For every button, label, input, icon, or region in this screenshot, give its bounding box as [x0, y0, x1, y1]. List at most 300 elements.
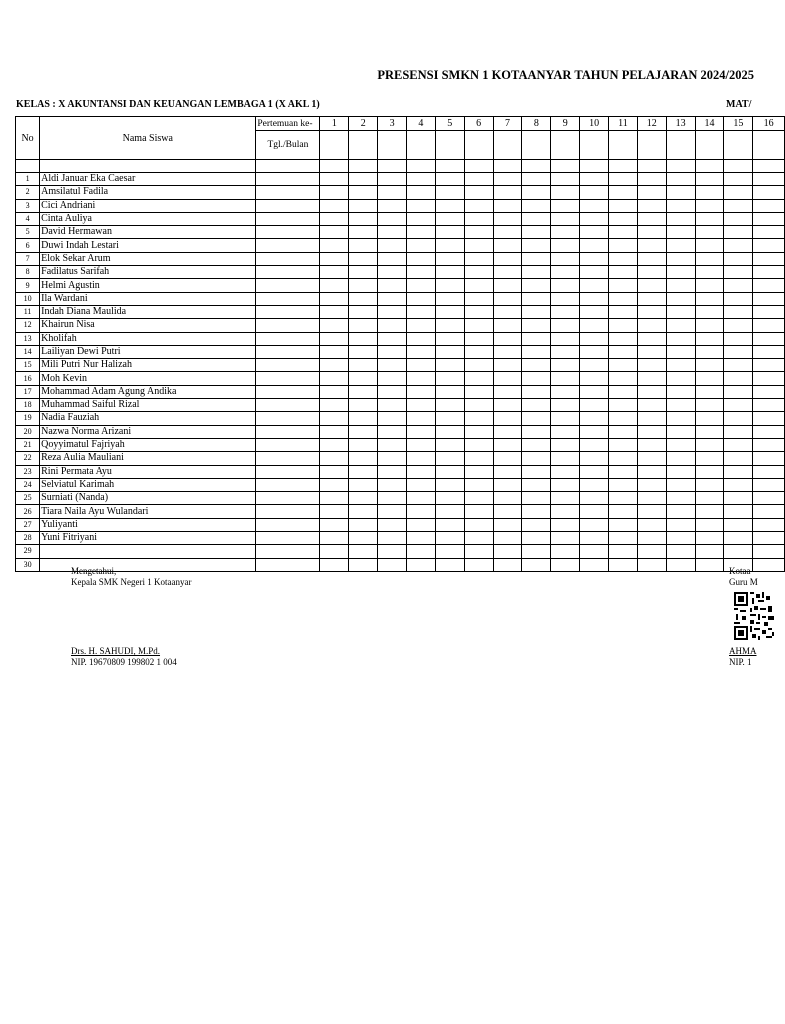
attendance-cell[interactable]	[522, 252, 551, 265]
attendance-cell[interactable]	[320, 399, 349, 412]
attendance-cell[interactable]	[609, 399, 638, 412]
attendance-cell[interactable]	[609, 292, 638, 305]
attendance-cell[interactable]	[493, 518, 522, 531]
attendance-cell[interactable]	[435, 478, 464, 491]
attendance-cell[interactable]	[349, 332, 378, 345]
attendance-cell[interactable]	[695, 399, 724, 412]
attendance-cell[interactable]	[522, 465, 551, 478]
attendance-cell[interactable]	[695, 465, 724, 478]
attendance-cell[interactable]	[724, 239, 753, 252]
attendance-cell[interactable]	[493, 305, 522, 318]
attendance-cell[interactable]	[407, 399, 436, 412]
attendance-cell[interactable]	[435, 372, 464, 385]
attendance-cell[interactable]	[580, 478, 609, 491]
attendance-cell[interactable]	[522, 505, 551, 518]
attendance-cell[interactable]	[637, 385, 666, 398]
attendance-cell[interactable]	[522, 532, 551, 545]
attendance-cell[interactable]	[580, 372, 609, 385]
attendance-cell[interactable]	[609, 372, 638, 385]
attendance-cell[interactable]	[435, 385, 464, 398]
attendance-cell[interactable]	[464, 239, 493, 252]
attendance-cell[interactable]	[407, 558, 436, 571]
attendance-cell[interactable]	[666, 385, 695, 398]
attendance-cell[interactable]	[724, 425, 753, 438]
attendance-cell[interactable]	[551, 332, 580, 345]
attendance-cell[interactable]	[695, 372, 724, 385]
attendance-cell[interactable]	[435, 505, 464, 518]
attendance-cell[interactable]	[551, 518, 580, 531]
attendance-cell[interactable]	[464, 372, 493, 385]
attendance-cell[interactable]	[435, 359, 464, 372]
attendance-cell[interactable]	[551, 505, 580, 518]
attendance-cell[interactable]	[407, 292, 436, 305]
attendance-cell[interactable]	[320, 545, 349, 558]
attendance-cell[interactable]	[695, 332, 724, 345]
attendance-cell[interactable]	[493, 199, 522, 212]
attendance-cell[interactable]	[666, 212, 695, 225]
attendance-cell[interactable]	[724, 359, 753, 372]
attendance-cell[interactable]	[695, 226, 724, 239]
attendance-cell[interactable]	[435, 399, 464, 412]
attendance-cell[interactable]	[349, 372, 378, 385]
attendance-cell[interactable]	[493, 279, 522, 292]
attendance-cell[interactable]	[551, 492, 580, 505]
attendance-cell[interactable]	[609, 332, 638, 345]
attendance-cell[interactable]	[407, 518, 436, 531]
attendance-cell[interactable]	[724, 226, 753, 239]
attendance-cell[interactable]	[320, 372, 349, 385]
attendance-cell[interactable]	[378, 532, 407, 545]
attendance-cell[interactable]	[724, 173, 753, 186]
attendance-cell[interactable]	[724, 492, 753, 505]
attendance-cell[interactable]	[609, 239, 638, 252]
attendance-cell[interactable]	[522, 266, 551, 279]
attendance-cell[interactable]	[378, 518, 407, 531]
attendance-cell[interactable]	[464, 545, 493, 558]
attendance-cell[interactable]	[580, 345, 609, 358]
attendance-cell[interactable]	[493, 266, 522, 279]
attendance-cell[interactable]	[378, 412, 407, 425]
attendance-cell[interactable]	[320, 425, 349, 438]
attendance-cell[interactable]	[580, 332, 609, 345]
attendance-cell[interactable]	[551, 252, 580, 265]
attendance-cell[interactable]	[378, 492, 407, 505]
attendance-cell[interactable]	[580, 186, 609, 199]
attendance-cell[interactable]	[637, 305, 666, 318]
attendance-cell[interactable]	[349, 266, 378, 279]
attendance-cell[interactable]	[522, 226, 551, 239]
attendance-cell[interactable]	[407, 465, 436, 478]
attendance-cell[interactable]	[464, 492, 493, 505]
attendance-cell[interactable]	[551, 279, 580, 292]
attendance-cell[interactable]	[378, 345, 407, 358]
attendance-cell[interactable]	[320, 438, 349, 451]
attendance-cell[interactable]	[407, 319, 436, 332]
attendance-cell[interactable]	[407, 279, 436, 292]
attendance-cell[interactable]	[407, 532, 436, 545]
attendance-cell[interactable]	[666, 305, 695, 318]
attendance-cell[interactable]	[464, 558, 493, 571]
attendance-cell[interactable]	[320, 385, 349, 398]
attendance-cell[interactable]	[666, 199, 695, 212]
attendance-cell[interactable]	[464, 226, 493, 239]
attendance-cell[interactable]	[378, 292, 407, 305]
attendance-cell[interactable]	[753, 359, 785, 372]
attendance-cell[interactable]	[724, 199, 753, 212]
attendance-cell[interactable]	[407, 212, 436, 225]
attendance-cell[interactable]	[551, 545, 580, 558]
attendance-cell[interactable]	[637, 212, 666, 225]
attendance-cell[interactable]	[753, 425, 785, 438]
attendance-cell[interactable]	[407, 239, 436, 252]
attendance-cell[interactable]	[551, 452, 580, 465]
attendance-cell[interactable]	[724, 332, 753, 345]
attendance-cell[interactable]	[407, 438, 436, 451]
attendance-cell[interactable]	[637, 239, 666, 252]
attendance-cell[interactable]	[580, 359, 609, 372]
attendance-cell[interactable]	[666, 465, 695, 478]
attendance-cell[interactable]	[464, 505, 493, 518]
attendance-cell[interactable]	[666, 399, 695, 412]
attendance-cell[interactable]	[320, 478, 349, 491]
attendance-cell[interactable]	[320, 505, 349, 518]
attendance-cell[interactable]	[580, 545, 609, 558]
attendance-cell[interactable]	[609, 532, 638, 545]
attendance-cell[interactable]	[580, 305, 609, 318]
attendance-cell[interactable]	[320, 266, 349, 279]
attendance-cell[interactable]	[378, 226, 407, 239]
attendance-cell[interactable]	[435, 558, 464, 571]
attendance-cell[interactable]	[464, 518, 493, 531]
attendance-cell[interactable]	[349, 385, 378, 398]
attendance-cell[interactable]	[349, 186, 378, 199]
attendance-cell[interactable]	[464, 412, 493, 425]
attendance-cell[interactable]	[320, 465, 349, 478]
attendance-cell[interactable]	[378, 505, 407, 518]
attendance-cell[interactable]	[407, 173, 436, 186]
attendance-cell[interactable]	[724, 399, 753, 412]
attendance-cell[interactable]	[609, 345, 638, 358]
attendance-cell[interactable]	[407, 492, 436, 505]
attendance-cell[interactable]	[464, 452, 493, 465]
attendance-cell[interactable]	[609, 359, 638, 372]
attendance-cell[interactable]	[522, 438, 551, 451]
attendance-cell[interactable]	[378, 199, 407, 212]
attendance-cell[interactable]	[695, 279, 724, 292]
attendance-cell[interactable]	[493, 558, 522, 571]
attendance-cell[interactable]	[493, 492, 522, 505]
attendance-cell[interactable]	[609, 465, 638, 478]
attendance-cell[interactable]	[695, 199, 724, 212]
attendance-cell[interactable]	[349, 292, 378, 305]
attendance-cell[interactable]	[320, 558, 349, 571]
attendance-cell[interactable]	[522, 345, 551, 358]
attendance-cell[interactable]	[464, 173, 493, 186]
attendance-cell[interactable]	[637, 252, 666, 265]
attendance-cell[interactable]	[695, 452, 724, 465]
attendance-cell[interactable]	[522, 399, 551, 412]
attendance-cell[interactable]	[609, 199, 638, 212]
attendance-cell[interactable]	[551, 212, 580, 225]
attendance-cell[interactable]	[378, 385, 407, 398]
attendance-cell[interactable]	[580, 226, 609, 239]
attendance-cell[interactable]	[695, 359, 724, 372]
attendance-cell[interactable]	[493, 212, 522, 225]
attendance-cell[interactable]	[580, 505, 609, 518]
attendance-cell[interactable]	[320, 412, 349, 425]
attendance-cell[interactable]	[349, 212, 378, 225]
attendance-cell[interactable]	[349, 319, 378, 332]
attendance-cell[interactable]	[724, 505, 753, 518]
attendance-cell[interactable]	[724, 345, 753, 358]
attendance-cell[interactable]	[695, 518, 724, 531]
attendance-cell[interactable]	[435, 412, 464, 425]
attendance-cell[interactable]	[320, 492, 349, 505]
attendance-cell[interactable]	[637, 465, 666, 478]
attendance-cell[interactable]	[609, 266, 638, 279]
attendance-cell[interactable]	[493, 173, 522, 186]
attendance-cell[interactable]	[695, 212, 724, 225]
attendance-cell[interactable]	[637, 266, 666, 279]
attendance-cell[interactable]	[637, 438, 666, 451]
attendance-cell[interactable]	[551, 226, 580, 239]
attendance-cell[interactable]	[522, 319, 551, 332]
attendance-cell[interactable]	[609, 438, 638, 451]
attendance-cell[interactable]	[666, 518, 695, 531]
attendance-cell[interactable]	[753, 372, 785, 385]
attendance-cell[interactable]	[435, 292, 464, 305]
attendance-cell[interactable]	[349, 425, 378, 438]
attendance-cell[interactable]	[666, 173, 695, 186]
attendance-cell[interactable]	[724, 319, 753, 332]
attendance-cell[interactable]	[753, 226, 785, 239]
attendance-cell[interactable]	[435, 186, 464, 199]
attendance-cell[interactable]	[378, 319, 407, 332]
attendance-cell[interactable]	[637, 279, 666, 292]
attendance-cell[interactable]	[407, 505, 436, 518]
attendance-cell[interactable]	[407, 345, 436, 358]
attendance-cell[interactable]	[378, 359, 407, 372]
attendance-cell[interactable]	[695, 438, 724, 451]
attendance-cell[interactable]	[464, 332, 493, 345]
attendance-cell[interactable]	[378, 239, 407, 252]
attendance-cell[interactable]	[637, 199, 666, 212]
attendance-cell[interactable]	[753, 199, 785, 212]
attendance-cell[interactable]	[378, 438, 407, 451]
attendance-cell[interactable]	[378, 332, 407, 345]
attendance-cell[interactable]	[666, 412, 695, 425]
attendance-cell[interactable]	[695, 266, 724, 279]
attendance-cell[interactable]	[551, 532, 580, 545]
attendance-cell[interactable]	[695, 545, 724, 558]
attendance-cell[interactable]	[580, 385, 609, 398]
attendance-cell[interactable]	[378, 173, 407, 186]
attendance-cell[interactable]	[666, 492, 695, 505]
attendance-cell[interactable]	[637, 518, 666, 531]
attendance-cell[interactable]	[753, 292, 785, 305]
attendance-cell[interactable]	[522, 558, 551, 571]
attendance-cell[interactable]	[407, 332, 436, 345]
attendance-cell[interactable]	[724, 532, 753, 545]
attendance-cell[interactable]	[753, 305, 785, 318]
attendance-cell[interactable]	[753, 319, 785, 332]
attendance-cell[interactable]	[435, 319, 464, 332]
attendance-cell[interactable]	[724, 478, 753, 491]
attendance-cell[interactable]	[435, 212, 464, 225]
attendance-cell[interactable]	[724, 412, 753, 425]
attendance-cell[interactable]	[349, 305, 378, 318]
attendance-cell[interactable]	[464, 186, 493, 199]
attendance-cell[interactable]	[349, 532, 378, 545]
attendance-cell[interactable]	[464, 399, 493, 412]
attendance-cell[interactable]	[753, 239, 785, 252]
attendance-cell[interactable]	[637, 492, 666, 505]
attendance-cell[interactable]	[695, 305, 724, 318]
attendance-cell[interactable]	[609, 226, 638, 239]
attendance-cell[interactable]	[349, 359, 378, 372]
attendance-cell[interactable]	[637, 412, 666, 425]
attendance-cell[interactable]	[695, 478, 724, 491]
attendance-cell[interactable]	[724, 186, 753, 199]
attendance-cell[interactable]	[609, 252, 638, 265]
attendance-cell[interactable]	[435, 305, 464, 318]
attendance-cell[interactable]	[695, 252, 724, 265]
attendance-cell[interactable]	[695, 532, 724, 545]
attendance-cell[interactable]	[724, 252, 753, 265]
attendance-cell[interactable]	[753, 412, 785, 425]
attendance-cell[interactable]	[724, 545, 753, 558]
attendance-cell[interactable]	[522, 478, 551, 491]
attendance-cell[interactable]	[551, 399, 580, 412]
attendance-cell[interactable]	[666, 345, 695, 358]
attendance-cell[interactable]	[695, 292, 724, 305]
attendance-cell[interactable]	[435, 279, 464, 292]
attendance-cell[interactable]	[522, 452, 551, 465]
attendance-cell[interactable]	[551, 425, 580, 438]
attendance-cell[interactable]	[753, 492, 785, 505]
attendance-cell[interactable]	[551, 266, 580, 279]
attendance-cell[interactable]	[637, 345, 666, 358]
attendance-cell[interactable]	[378, 305, 407, 318]
attendance-cell[interactable]	[666, 186, 695, 199]
attendance-cell[interactable]	[493, 412, 522, 425]
attendance-cell[interactable]	[493, 465, 522, 478]
attendance-cell[interactable]	[551, 359, 580, 372]
attendance-cell[interactable]	[580, 492, 609, 505]
attendance-cell[interactable]	[464, 465, 493, 478]
attendance-cell[interactable]	[435, 425, 464, 438]
attendance-cell[interactable]	[609, 173, 638, 186]
attendance-cell[interactable]	[753, 173, 785, 186]
attendance-cell[interactable]	[320, 518, 349, 531]
attendance-cell[interactable]	[580, 319, 609, 332]
attendance-cell[interactable]	[320, 173, 349, 186]
attendance-cell[interactable]	[753, 518, 785, 531]
attendance-cell[interactable]	[609, 319, 638, 332]
attendance-cell[interactable]	[724, 465, 753, 478]
attendance-cell[interactable]	[580, 425, 609, 438]
attendance-cell[interactable]	[551, 292, 580, 305]
attendance-cell[interactable]	[320, 199, 349, 212]
attendance-cell[interactable]	[695, 186, 724, 199]
attendance-cell[interactable]	[407, 252, 436, 265]
attendance-cell[interactable]	[464, 292, 493, 305]
attendance-cell[interactable]	[349, 545, 378, 558]
attendance-cell[interactable]	[724, 305, 753, 318]
attendance-cell[interactable]	[753, 545, 785, 558]
attendance-cell[interactable]	[666, 332, 695, 345]
attendance-cell[interactable]	[609, 425, 638, 438]
attendance-cell[interactable]	[435, 345, 464, 358]
attendance-cell[interactable]	[320, 239, 349, 252]
attendance-cell[interactable]	[522, 305, 551, 318]
attendance-cell[interactable]	[435, 226, 464, 239]
attendance-cell[interactable]	[522, 518, 551, 531]
attendance-cell[interactable]	[551, 385, 580, 398]
attendance-cell[interactable]	[753, 385, 785, 398]
attendance-cell[interactable]	[609, 505, 638, 518]
attendance-cell[interactable]	[724, 266, 753, 279]
attendance-cell[interactable]	[695, 412, 724, 425]
attendance-cell[interactable]	[435, 199, 464, 212]
attendance-cell[interactable]	[407, 545, 436, 558]
attendance-cell[interactable]	[753, 332, 785, 345]
attendance-cell[interactable]	[320, 252, 349, 265]
attendance-cell[interactable]	[666, 532, 695, 545]
attendance-cell[interactable]	[551, 372, 580, 385]
attendance-cell[interactable]	[724, 385, 753, 398]
attendance-cell[interactable]	[349, 492, 378, 505]
attendance-cell[interactable]	[551, 239, 580, 252]
attendance-cell[interactable]	[464, 319, 493, 332]
attendance-cell[interactable]	[493, 385, 522, 398]
attendance-cell[interactable]	[724, 292, 753, 305]
attendance-cell[interactable]	[637, 478, 666, 491]
attendance-cell[interactable]	[464, 385, 493, 398]
attendance-cell[interactable]	[609, 212, 638, 225]
attendance-cell[interactable]	[435, 438, 464, 451]
attendance-cell[interactable]	[435, 266, 464, 279]
attendance-cell[interactable]	[637, 545, 666, 558]
attendance-cell[interactable]	[551, 305, 580, 318]
attendance-cell[interactable]	[522, 332, 551, 345]
attendance-cell[interactable]	[753, 186, 785, 199]
attendance-cell[interactable]	[522, 186, 551, 199]
attendance-cell[interactable]	[666, 505, 695, 518]
attendance-cell[interactable]	[666, 425, 695, 438]
attendance-cell[interactable]	[464, 478, 493, 491]
attendance-cell[interactable]	[349, 252, 378, 265]
attendance-cell[interactable]	[753, 399, 785, 412]
attendance-cell[interactable]	[609, 279, 638, 292]
attendance-cell[interactable]	[666, 252, 695, 265]
attendance-cell[interactable]	[637, 359, 666, 372]
attendance-cell[interactable]	[637, 399, 666, 412]
attendance-cell[interactable]	[493, 226, 522, 239]
attendance-cell[interactable]	[320, 359, 349, 372]
attendance-cell[interactable]	[493, 452, 522, 465]
attendance-cell[interactable]	[435, 545, 464, 558]
attendance-cell[interactable]	[407, 226, 436, 239]
attendance-cell[interactable]	[551, 319, 580, 332]
attendance-cell[interactable]	[320, 186, 349, 199]
attendance-cell[interactable]	[666, 545, 695, 558]
attendance-cell[interactable]	[407, 425, 436, 438]
attendance-cell[interactable]	[464, 252, 493, 265]
attendance-cell[interactable]	[666, 558, 695, 571]
attendance-cell[interactable]	[349, 226, 378, 239]
attendance-cell[interactable]	[407, 359, 436, 372]
